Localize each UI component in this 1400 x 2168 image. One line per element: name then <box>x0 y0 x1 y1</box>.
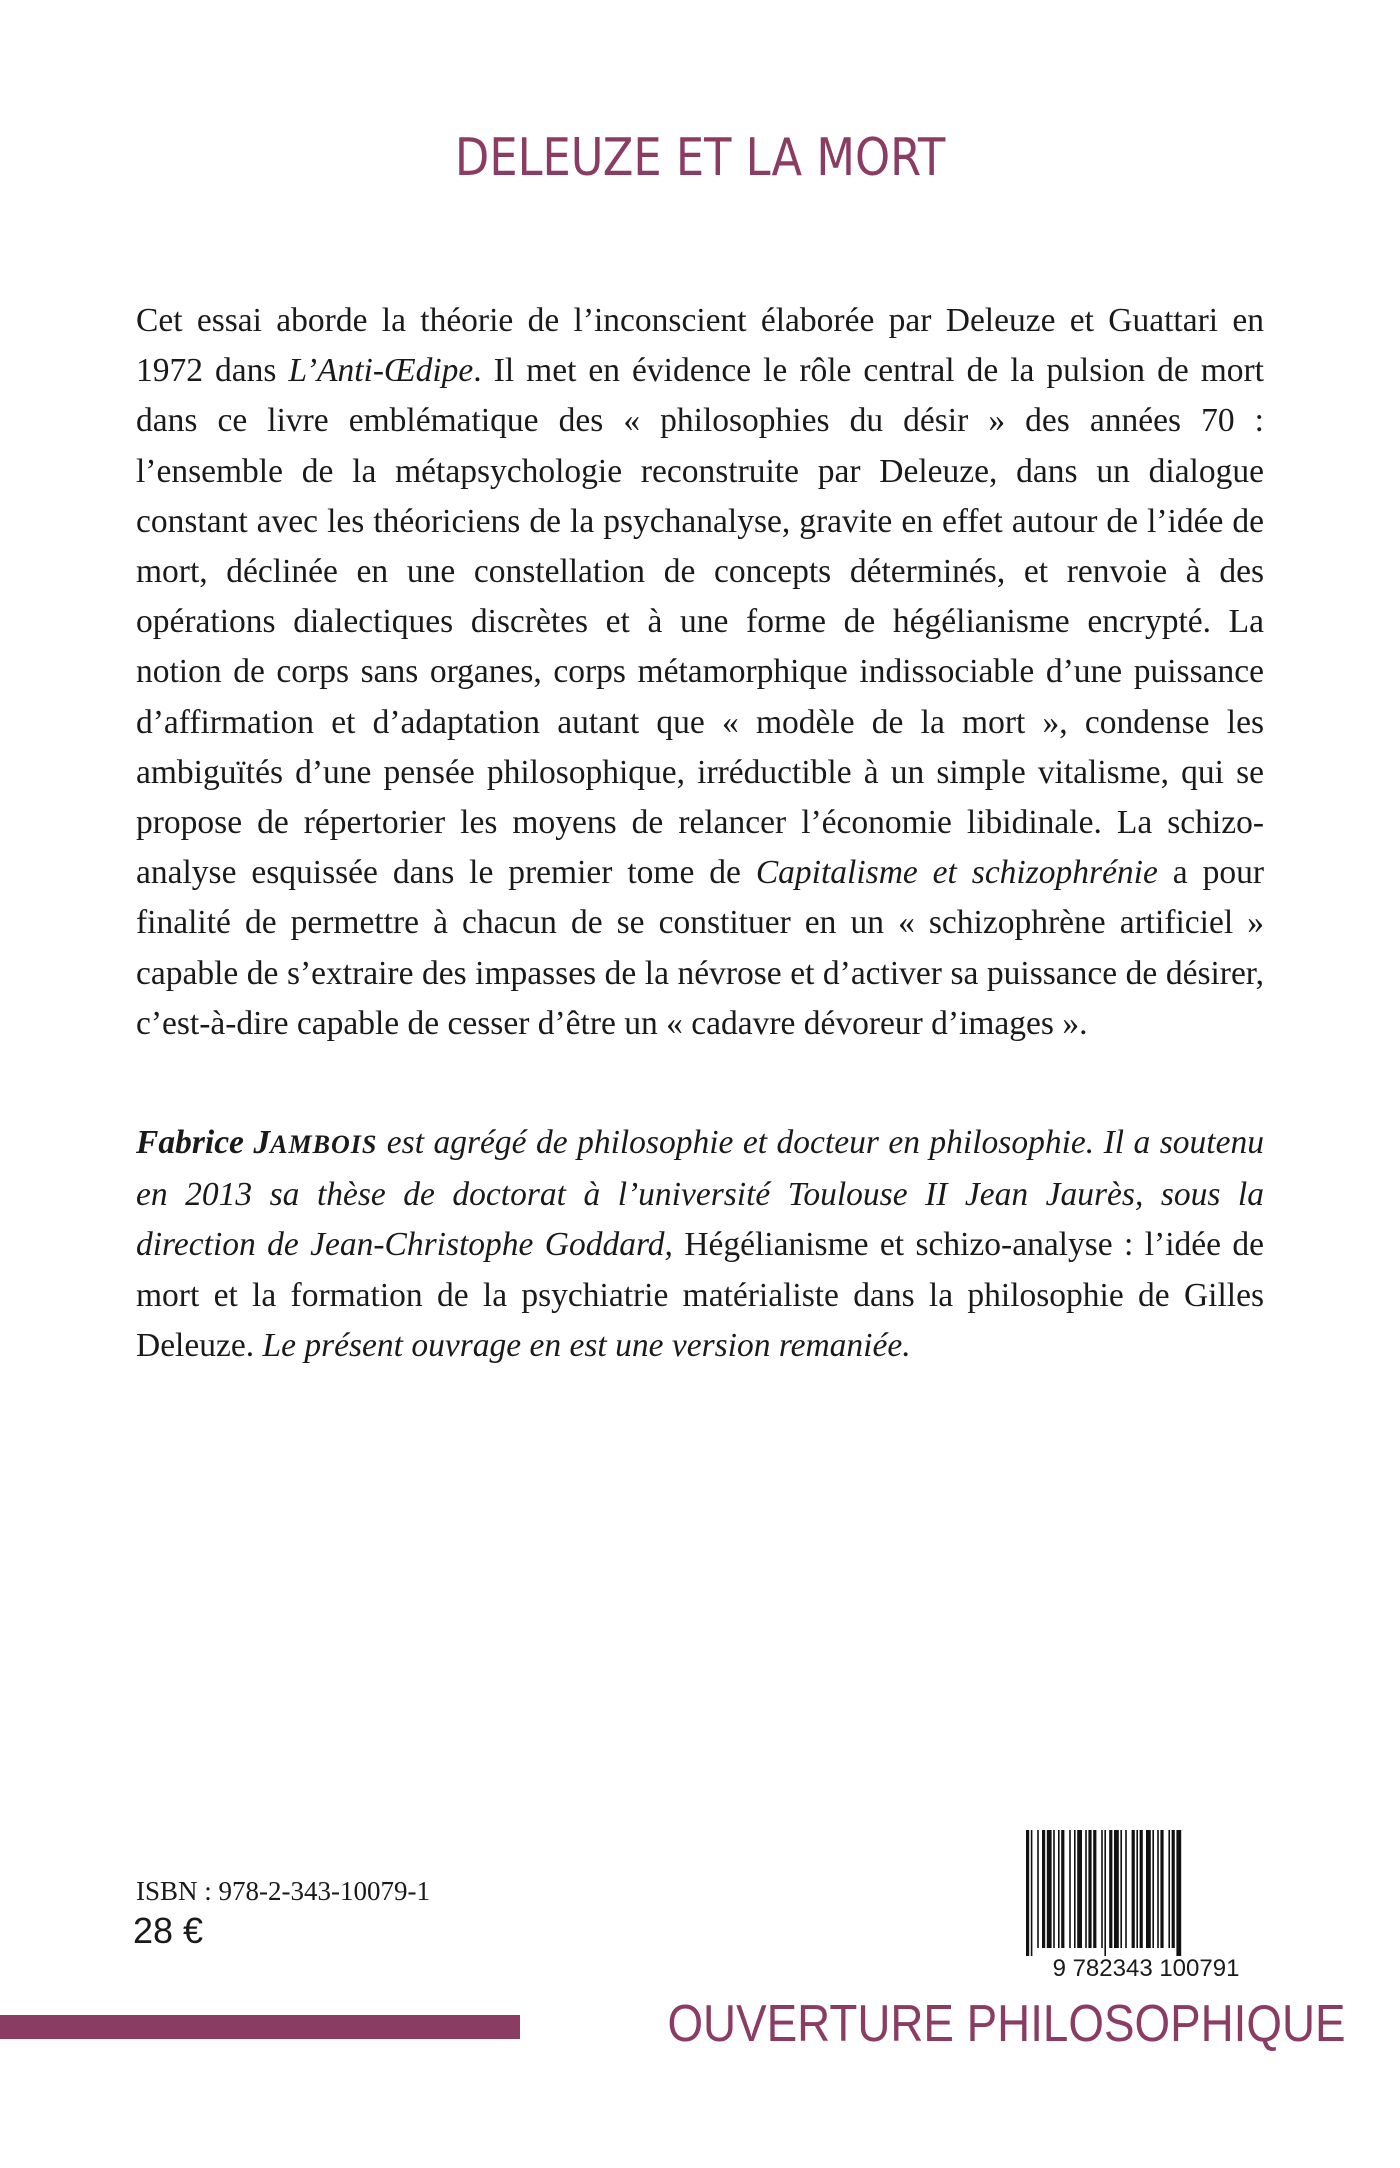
author-name: Fabrice JAMBOIS <box>136 1124 378 1161</box>
barcode-bar <box>1125 1830 1127 1948</box>
description-paragraph: Cet essai aborde la théorie de l’inconscient élaborée par Deleuze et Guattari en 1972 dans L’Anti-Œdipe. Il met en évidence le rôle central de la pulsion de mort dans ce livre emblématique des « philosophies du désir » des années 70 : l’ensemble de la métapsychologie reconstruite par Deleuze, dans un dialogue constant avec les théoriciens de la psychanalyse, gravite en effet autour de l’idée de mort, déclinée en une constellation de concepts déterminés, et renvoie à des opérations dialectiques discrètes et à une forme de hégélianisme encrypté. La notion de corps sans organes, corps métamorphique indissociable d’une puissance d’affirmation et d’adaptation autant que « modèle de la mort », condense les ambiguïtés d’une pensée philosophique, irréductible à un simple vitalisme, qui se propose de répertorier les moyens de relancer l’économie libidinale. La schizo-analyse esquissée dans le premier tome de Capitalisme et schizophrénie a pour finalité de permettre à chacun de se constituer en un « schizophrène artificiel » capable de s’extraire des impasses de la névrose et d’activer sa puissance de désirer, c’est-à-dire capable de cesser d’être un « cadavre dévoreur d’images ». <box>136 302 1265 1042</box>
barcode-bar <box>1160 1830 1163 1948</box>
barcode-bar <box>1109 1830 1112 1948</box>
barcode-bar <box>1026 1830 1029 1956</box>
barcode-bar <box>1069 1830 1071 1948</box>
barcode-bar <box>1157 1830 1159 1948</box>
barcode-digits: 9 782343 100791 <box>1052 1955 1240 1982</box>
barcode-bar <box>1114 1830 1119 1948</box>
barcode-bar <box>1088 1830 1091 1948</box>
barcode-bar <box>1172 1830 1175 1948</box>
work-title-anti-oedipe: L’Anti-Œdipe <box>288 352 474 390</box>
barcode-bar <box>1031 1830 1033 1956</box>
barcode-bar <box>1077 1830 1082 1948</box>
work-title-capitalisme: Capitalisme et schizophrénie <box>755 854 1158 892</box>
isbn-label: ISBN : 978-2-343-10079-1 <box>136 1876 430 1906</box>
barcode-bar <box>1085 1830 1087 1948</box>
barcode-bar <box>1132 1830 1135 1948</box>
barcode-bar <box>1140 1830 1143 1948</box>
barcode-bar <box>1061 1830 1064 1948</box>
barcode-bar <box>1136 1830 1138 1948</box>
price-label: 28 € <box>133 1910 204 1951</box>
book-title: DELEUZE ET LA MORT <box>454 128 946 188</box>
series-name: OUVERTURE PHILOSOPHIQUE <box>667 1995 1346 2053</box>
barcode <box>1010 1826 1272 1982</box>
accent-band <box>0 2015 520 2039</box>
barcode-bar <box>1093 1830 1096 1948</box>
barcode-bar <box>1168 1830 1170 1948</box>
barcode-bar <box>1176 1830 1181 1956</box>
barcode-bar <box>1058 1830 1060 1948</box>
barcode-bar <box>1146 1830 1151 1948</box>
barcode-bar <box>1152 1830 1154 1948</box>
barcode-bar <box>1104 1830 1106 1956</box>
barcode-bar <box>1042 1830 1045 1948</box>
barcode-bar <box>1037 1830 1039 1948</box>
barcode-bar <box>1053 1830 1055 1948</box>
author-bio: Fabrice JAMBOIS est agrégé de philosophie et docteur en philosophie. Il a soutenu en 2013 sa thèse de doctorat à l’université Toulouse II Jean Jaurès, sous la direction de Jean-Christophe Goddard, Hégélianisme et schizo-analyse : l’idée de mort et la formation de la psychiatrie matérialiste dans la philosophie de Gilles Deleuze. Le présent ouvrage en est une version remaniée. <box>136 1124 1265 1364</box>
barcode-bar <box>1047 1830 1052 1948</box>
barcode-bar <box>1074 1830 1076 1948</box>
barcode-bar <box>1120 1830 1122 1948</box>
barcode-bar <box>1101 1830 1103 1948</box>
